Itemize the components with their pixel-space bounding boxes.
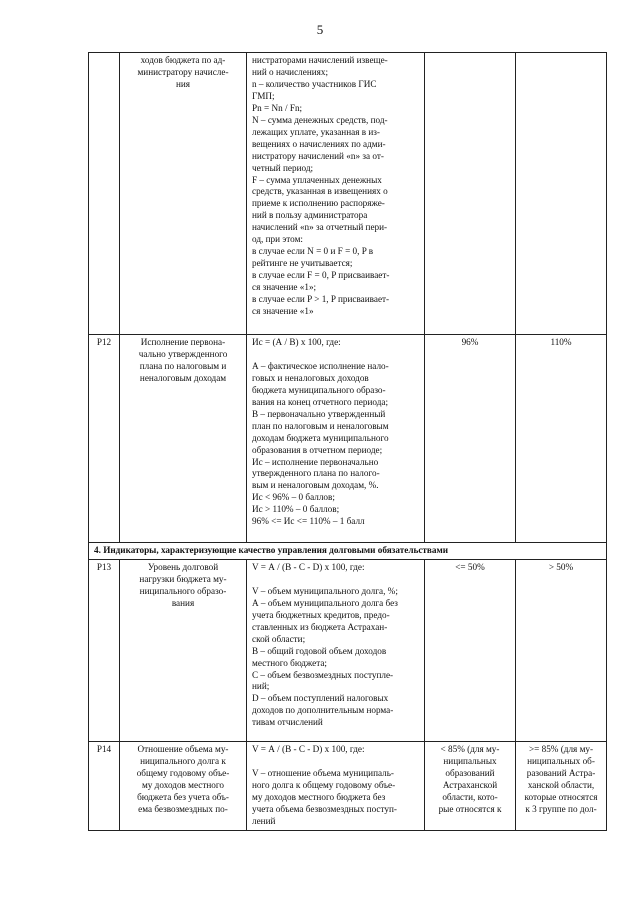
indicator-max-cell: >= 85% (для му- ниципальных об- разований Астра- ханской области, которые относятся к 3 группе по дол-	[516, 741, 607, 830]
table-row-p12	[89, 335, 607, 543]
indicator-min-cell	[425, 53, 516, 335]
indicator-max-cell: 110%	[516, 335, 607, 543]
indicator-min-cell: < 85% (для му- ниципальных образований Астраханской области, кото- рые относятся к	[425, 741, 516, 830]
indicator-code-cell: Р14	[89, 741, 120, 830]
section-heading: 4. Индикаторы, характеризующие качество управления долговыми обязательствами	[89, 543, 607, 560]
page-number: 5	[316, 22, 324, 37]
indicator-code-cell: Р12	[89, 335, 120, 543]
indicator-formula-cell: нистраторами начислений извеще- ний о начислениях; n – количество участников ГИС ГМП; Pn = Nn / Fn; N – сумма денежных средств, под- лежащих уплате, указанная в из- вещениях о начислениях по адми- нистратору начислений «n» за от- четный период; F – сумма уплаченных денежных средств, указанная в извещениях о приеме к исполнению распоряже- ний в пользу администратора начислений «n» за отчетный пери- од, при этом: в случае если N = 0 и F = 0, P в рейтинге не учитывается; в случае если F = 0, P присваивает- ся значение «1»; в случае если P > 1, P присваивает- ся значение «1»	[247, 53, 425, 335]
indicator-min-cell: <= 50%	[425, 559, 516, 741]
section-row	[89, 543, 607, 560]
indicator-formula-cell: Ис = (А / В) х 100, где: А – фактическое исполнение нало- говых и неналоговых доходов бюджета муниципального образо- вания на конец отчетного периода; В – первоначально утвержденный план по налоговым и неналоговым доходам бюджета муниципального образования в отчетном периоде; Ис – исполнение первоначально утвержденного плана по налого- вым и неналоговым доходам, %. Ис < 96% – 0 баллов; Ис > 110% – 0 баллов; 96% <= Ис <= 110% – 1 балл	[247, 335, 425, 543]
table-row-p13	[89, 559, 607, 741]
indicator-code-cell	[89, 53, 120, 335]
indicator-formula-cell: V = А / (В - С - D) х 100, где: V – отношение объема муниципаль- ного долга к общему годовому объе- му доходов местного бюджета без учета объема безвозмездных поступ- лений	[247, 741, 425, 830]
indicator-name-cell: Уровень долговой нагрузки бюджета му- ниципального образо- вания	[120, 559, 247, 741]
indicators-table	[88, 52, 607, 831]
indicator-name-cell: Исполнение первона- чально утвержденного плана по налоговым и неналоговым доходам	[120, 335, 247, 543]
indicator-min-cell: 96%	[425, 335, 516, 543]
indicator-code-cell: Р13	[89, 559, 120, 741]
indicator-name-cell: Отношение объема му- ниципального долга к общему годовому объе- му доходов местного бюджета без учета объ- ема безвозмездных по-	[120, 741, 247, 830]
indicator-max-cell: > 50%	[516, 559, 607, 741]
indicator-formula-cell: V = А / (В - С - D) х 100, где: V – объем муниципального долга, %; А – объем муниципального долга без учета бюджетных кредитов, предо- ставленных из бюджета Астрахан- ской области; В – общий годовой объем доходов местного бюджета; С – объем безвозмездных поступле- ний; D – объем поступлений налоговых доходов по дополнительным норма- тивам отчислений	[247, 559, 425, 741]
indicator-name-cell: ходов бюджета по ад- министратору начисле- ния	[120, 53, 247, 335]
table-row-p14	[89, 741, 607, 830]
table-row-continued	[89, 53, 607, 335]
indicator-max-cell	[516, 53, 607, 335]
